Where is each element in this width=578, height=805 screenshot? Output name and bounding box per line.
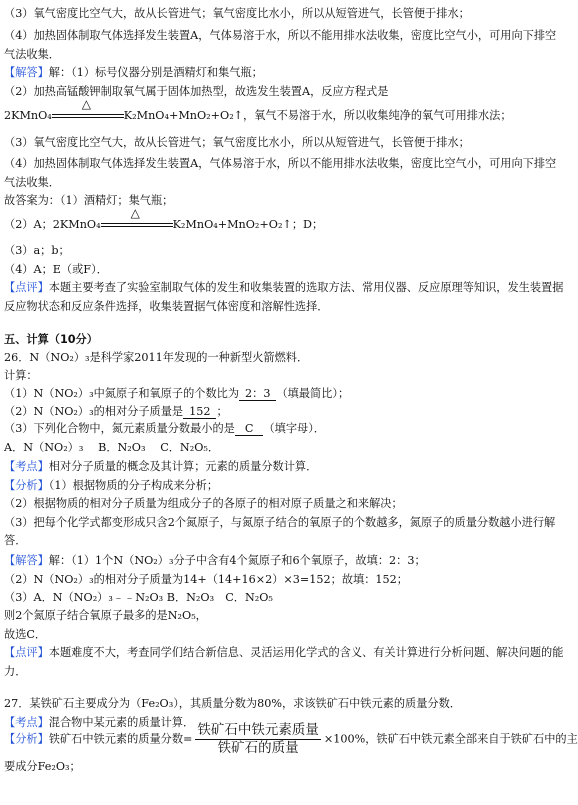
kaodian-tag-27: 【考点】 bbox=[4, 716, 49, 729]
answer-4: （4）A；E（或F）． bbox=[4, 263, 108, 276]
line-4-heating-solid: （4）加热固体制取气体选择发生装置A，气体易溶于水，所以不能用排水法收集，密度比空气小，可用向下排空 bbox=[4, 29, 557, 42]
question-26-2-text: （2）N（NO₂）₃的相对分子质量是 bbox=[4, 405, 184, 418]
question-26-2 bbox=[4, 406, 228, 417]
question-26-1-hint: （填最简比）； bbox=[276, 387, 350, 400]
answer-blank-1: 2：3 bbox=[239, 387, 276, 401]
kaodian-26-text: 相对分子质量的概念及其计算；元素的质量分数计算． bbox=[48, 460, 318, 473]
comment-26-cont: 力． bbox=[4, 665, 27, 678]
question-26-1 bbox=[4, 388, 349, 399]
fenxi-27-cont: 要成分Fe₂O₃； bbox=[4, 760, 81, 773]
section-title: 五、计算（10分） bbox=[4, 333, 98, 346]
jieda-26-2: （2）N（NO₂）₃的相对分子质量为14+（14+16×2）×3=152；故填：152； bbox=[4, 573, 408, 586]
equation-2-arrow bbox=[101, 206, 173, 230]
jieda-26-3: （3）A．N（NO₂）₃﹣﹣N₂O₃ B．N₂O₃ C．N₂O₅ bbox=[4, 591, 273, 604]
answer-blank-2: 152 bbox=[183, 405, 216, 419]
solution-item-4-cont: 气法收集． bbox=[4, 176, 60, 189]
solution-item-1: （1）标号仪器分别是酒精灯和集气瓶； bbox=[71, 66, 263, 79]
jieda-tag-26: 【解答】 bbox=[4, 554, 49, 567]
line-collect-method: 气法收集． bbox=[4, 48, 60, 61]
jieda-tag: 【解答】 bbox=[4, 66, 49, 79]
answer-summary: 故答案为：（1）酒精灯；集气瓶； bbox=[4, 194, 174, 207]
solution-item-4: （4）加热固体制取气体选择发生装置A，气体易溶于水，所以不能用排水法收集，密度比空气小，可用向下排空 bbox=[4, 157, 557, 170]
question-26-3-hint: （填字母）． bbox=[263, 422, 325, 435]
answer-blank-3: C bbox=[235, 422, 264, 436]
heat-icon: △ bbox=[81, 97, 92, 111]
comment-1 bbox=[4, 282, 563, 293]
fenxi-26-3: （3）把每个化学式都变形成只含2个氮原子，与氮原子结合的氧原子的个数越多，氮原子的质量分数越小进行解 bbox=[4, 516, 556, 529]
question-26-2-end: ； bbox=[216, 405, 228, 418]
comment-26 bbox=[4, 647, 563, 658]
dianping-tag: 【点评】 bbox=[4, 281, 49, 294]
equation-1-right: K₂MnO₄+MnO₂+O₂↑，氧气不易溶于水，所以收集纯净的氧气可用排水法； bbox=[123, 109, 512, 122]
dianping-tag-26: 【点评】 bbox=[4, 646, 49, 659]
equation-2-right: K₂MnO₄+MnO₂+O₂↑；D； bbox=[172, 218, 324, 231]
fenxi-26-text: （1）根据物质的分子构成来分析； bbox=[48, 479, 219, 492]
kaodian-27-text: 混合物中某元素的质量计算． bbox=[48, 716, 195, 729]
question-26: 26．N（NO₂）₃是科学家2011年发现的一种新型火箭燃料． bbox=[4, 351, 309, 364]
equation-1-arrow bbox=[52, 97, 124, 121]
equation-2 bbox=[4, 206, 324, 231]
jieda-26-conclusion: 则2个氮原子结合氧原子最多的是N₂O₅， bbox=[4, 609, 207, 622]
equation-1-left: 2KMnO₄ bbox=[4, 109, 52, 122]
solution-item-2: （2）加热高锰酸钾制取氧气属于固体加热型，故选发生装置A，反应方程式是 bbox=[4, 85, 389, 98]
question-26-1-text: （1）N（NO₂）₃中氮原子和氧原子的个数比为 bbox=[4, 387, 240, 400]
choices: A．N（NO₂）₃ B．N₂O₃ C．N₂O₅． bbox=[4, 441, 220, 454]
fenxi-27 bbox=[4, 724, 578, 755]
line-3-density-oxygen: （3）氧气密度比空气大，故从长管进气；氧气密度比水小，所以从短管进气，长管便于排水； bbox=[4, 7, 470, 20]
fenxi-tag-27: 【分析】 bbox=[4, 732, 49, 746]
jieda-26-1-text: （1）1个N（NO₂）₃分子中含有4个氮原子和6个氧原子，故填：2：3； bbox=[71, 554, 426, 567]
fenxi-26 bbox=[4, 480, 218, 491]
comment-26-text: 本题难度不大，考查同学们结合新信息、灵活运用化学式的含义、有关计算进行分析问题、解决问题的能 bbox=[48, 646, 564, 659]
fenxi-26-3-cont: 答． bbox=[4, 534, 27, 547]
fraction-denominator: 铁矿石的质量 bbox=[217, 739, 299, 756]
fenxi-27-text: 铁矿石中铁元素的质量分数= bbox=[48, 732, 193, 746]
answer-solution-1 bbox=[4, 67, 263, 78]
comment-1-cont: 反应物状态和反应条件选择，收集装置据气体密度和溶解性选择． bbox=[4, 300, 329, 313]
question-27: 27．某铁矿石主要成分为（Fe₂O₃），其质量分数为80%，求该铁矿石中铁元素的质量分数． bbox=[4, 697, 461, 710]
equation-2-left: （2）A；2KMnO₄ bbox=[4, 218, 101, 231]
question-26-3-text: （3）下列化合物中，氮元素质量分数最小的是 bbox=[4, 422, 235, 435]
solution-item-3: （3）氧气密度比空气大，故从长管进气；氧气密度比水小，所以从短管进气，长管便于排水； bbox=[4, 136, 470, 149]
jieda-26-1 bbox=[4, 555, 426, 566]
fenxi-26-2: （2）根据物质的相对分子质量为组成分子的各原子的相对原子质量之和来解决； bbox=[4, 497, 403, 510]
fenxi-tag: 【分析】 bbox=[4, 479, 49, 492]
heat-icon: △ bbox=[130, 206, 140, 220]
comment-1-text: 本题主要考查了实验室制取气体的发生和收集装置的选取方法、常用仪器、反应原理等知识，发生装置据 bbox=[48, 281, 564, 294]
jieda-26-choice: 故选C． bbox=[4, 628, 47, 641]
jie-label: 解： bbox=[48, 66, 72, 79]
answer-3: （3）a；b； bbox=[4, 244, 70, 257]
question-26-3 bbox=[4, 423, 325, 434]
fenxi-27-text-2: ×100%，铁矿石中铁元素全部来自于铁矿石中的主 bbox=[323, 732, 578, 746]
jie-label-26: 解： bbox=[48, 554, 72, 567]
kaodian-26 bbox=[4, 461, 317, 472]
equation-1 bbox=[4, 97, 512, 122]
mass-fraction bbox=[195, 724, 321, 755]
kaodian-tag: 【考点】 bbox=[4, 460, 49, 473]
calc-label: 计算： bbox=[4, 369, 38, 382]
fraction-numerator: 铁矿石中铁元素质量 bbox=[197, 722, 319, 738]
